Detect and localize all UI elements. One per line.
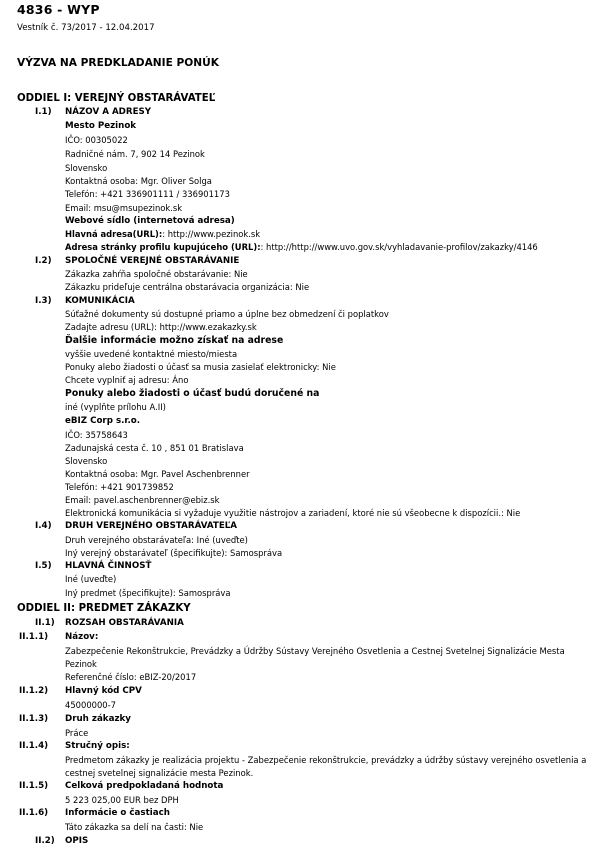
document-title: VÝZVA NA PREDKLADANIE PONÚK [17, 57, 219, 69]
item-number: I.5) [35, 561, 52, 571]
item-title: Názov: [65, 632, 99, 642]
company-country: Slovensko [65, 456, 108, 466]
company-phone: Telefón: +421 901739852 [65, 482, 174, 492]
item-number: II.1.5) [19, 781, 49, 791]
authority-email: Email: msu@msupezinok.sk [65, 203, 183, 213]
authority-contact: Kontaktná osoba: Mgr. Oliver Solga [65, 176, 212, 186]
item-number: II.1) [35, 618, 55, 628]
item-title: SPOLOČNÉ VEREJNÉ OBSTARÁVANIE [65, 256, 240, 266]
item-number: I.3) [35, 296, 52, 306]
company-ico: IČO: 35758643 [65, 430, 128, 440]
item-number: I.2) [35, 256, 52, 266]
main-address-row [65, 229, 260, 239]
main-activity-other: Iný predmet (špecifikujte): Samospráva [65, 588, 231, 598]
company-contact: Kontaktná osoba: Mgr. Pavel Aschenbrenner [65, 469, 250, 479]
item-title: Druh zákazky [65, 714, 131, 724]
electronic-tools: Elektronická komunikácia si vyžaduje využitie nástrojov a zariadení, ktoré nie sú všeobecne k dispozícii.: Nie [65, 508, 521, 518]
central-purchasing: Zákazku prideľuje centrálna obstarávacia organizácia: Nie [65, 282, 310, 292]
deliver-other: iné (vyplňte prílohu A.II) [65, 402, 166, 412]
main-address-value: : http://www.pezinok.sk [162, 229, 261, 239]
item-number: II.1.1) [19, 632, 49, 642]
item-title: Informácie o častiach [65, 808, 170, 818]
reference-number: Referenčné číslo: eBIZ-20/2017 [65, 672, 197, 682]
deliver-to-heading: Ponuky alebo žiadosti o účasť budú doručené na [65, 388, 320, 399]
electronic-submission: Ponuky alebo žiadosti o účasť sa musia zasielať elektronicky: Nie [65, 362, 336, 372]
contract-type: Práce [65, 728, 89, 738]
document-number: 4836 - WYP [17, 2, 100, 17]
authority-type: Druh verejného obstarávateľa: Iné (uveďte) [65, 535, 248, 545]
joint-procurement: Zákazka zahŕňa spoločné obstarávanie: Nie [65, 269, 248, 279]
item-title: Hlavný kód CPV [65, 686, 142, 696]
web-heading: Webové sídlo (internetová adresa) [65, 216, 235, 226]
company-address: Zadunajská cesta č. 10 , 851 01 Bratislava [65, 443, 244, 453]
fill-address: Chcete vyplniť aj adresu: Áno [65, 375, 189, 385]
item-number: II.2) [35, 836, 55, 846]
item-number: II.1.4) [19, 741, 49, 751]
profile-address-value: : http://http://www.uvo.gov.sk/vyhladavanie-profilov/zakazky/4146 [260, 242, 538, 252]
item-title: ROZSAH OBSTARÁVANIA [65, 618, 184, 628]
short-description: Predmetom zákazky je realizácia projektu - Zabezpečenie rekonštrukcie, prevádzky a údržby sústavy verejného osvetlenia a cestnej svetelnej signalizácie mesta Pezinok. [65, 755, 587, 779]
profile-address-label: Adresa stránky profilu kupujúceho (URL): [65, 242, 261, 252]
company-email: Email: pavel.aschenbrenner@ebiz.sk [65, 495, 220, 505]
contact-above: vyššie uvedené kontaktné miesto/miesta [65, 349, 238, 359]
item-number: I.1) [35, 107, 52, 117]
item-number: II.1.6) [19, 808, 49, 818]
item-title: OPIS [65, 836, 89, 846]
item-title: DRUH VEREJNÉHO OBSTARÁVATEĽA [65, 521, 238, 531]
documents-url: Zadajte adresu (URL): http://www.ezakazky.sk [65, 322, 257, 332]
item-number: II.1.3) [19, 714, 49, 724]
item-title: Stručný opis: [65, 741, 130, 751]
contract-title: Zabezpečenie Rekonštrukcie, Prevádzky a Údržby Sústavy Verejného Osvetlenia a Cestnej Svetelnej Signalizácie Mesta Pezinok [65, 646, 565, 670]
cpv-code: 45000000-7 [65, 700, 116, 710]
section-1-title: ODDIEL I: VEREJNÝ OBSTARÁVATEĽ [17, 93, 216, 104]
main-address-label: Hlavná adresa(URL): [65, 229, 163, 239]
item-title: KOMUNIKÁCIA [65, 296, 135, 306]
section-2-title: ODDIEL II: PREDMET ZÁKAZKY [17, 603, 191, 614]
item-number: II.1.2) [19, 686, 49, 696]
estimated-value: 5 223 025,00 EUR bez DPH [65, 795, 179, 805]
lots-info: Táto zákazka sa delí na časti: Nie [65, 822, 204, 832]
item-number: I.4) [35, 521, 52, 531]
authority-phone: Telefón: +421 336901111 / 336901173 [65, 189, 230, 199]
more-info-heading: Ďalšie informácie možno získať na adrese [65, 335, 284, 346]
authority-address: Radničné nám. 7, 902 14 Pezinok [65, 149, 205, 159]
documents-availability: Súťažné dokumenty sú dostupné priamo a úplne bez obmedzení či poplatkov [65, 309, 389, 319]
main-activity: Iné (uveďte) [65, 574, 117, 584]
bulletin-reference: Vestník č. 73/2017 - 12.04.2017 [17, 23, 155, 33]
item-title: NÁZOV A ADRESY [65, 107, 152, 117]
profile-address-row [65, 242, 538, 252]
item-title: HLAVNÁ ČINNOSŤ [65, 561, 152, 571]
company-name: eBIZ Corp s.r.o. [65, 416, 141, 426]
authority-name: Mesto Pezinok [65, 121, 137, 131]
item-title: Celková predpokladaná hodnota [65, 781, 224, 791]
authority-country: Slovensko [65, 163, 108, 173]
authority-ico: IČO: 00305022 [65, 135, 128, 145]
authority-type-other: Iný verejný obstarávateľ (špecifikujte): Samospráva [65, 548, 283, 558]
